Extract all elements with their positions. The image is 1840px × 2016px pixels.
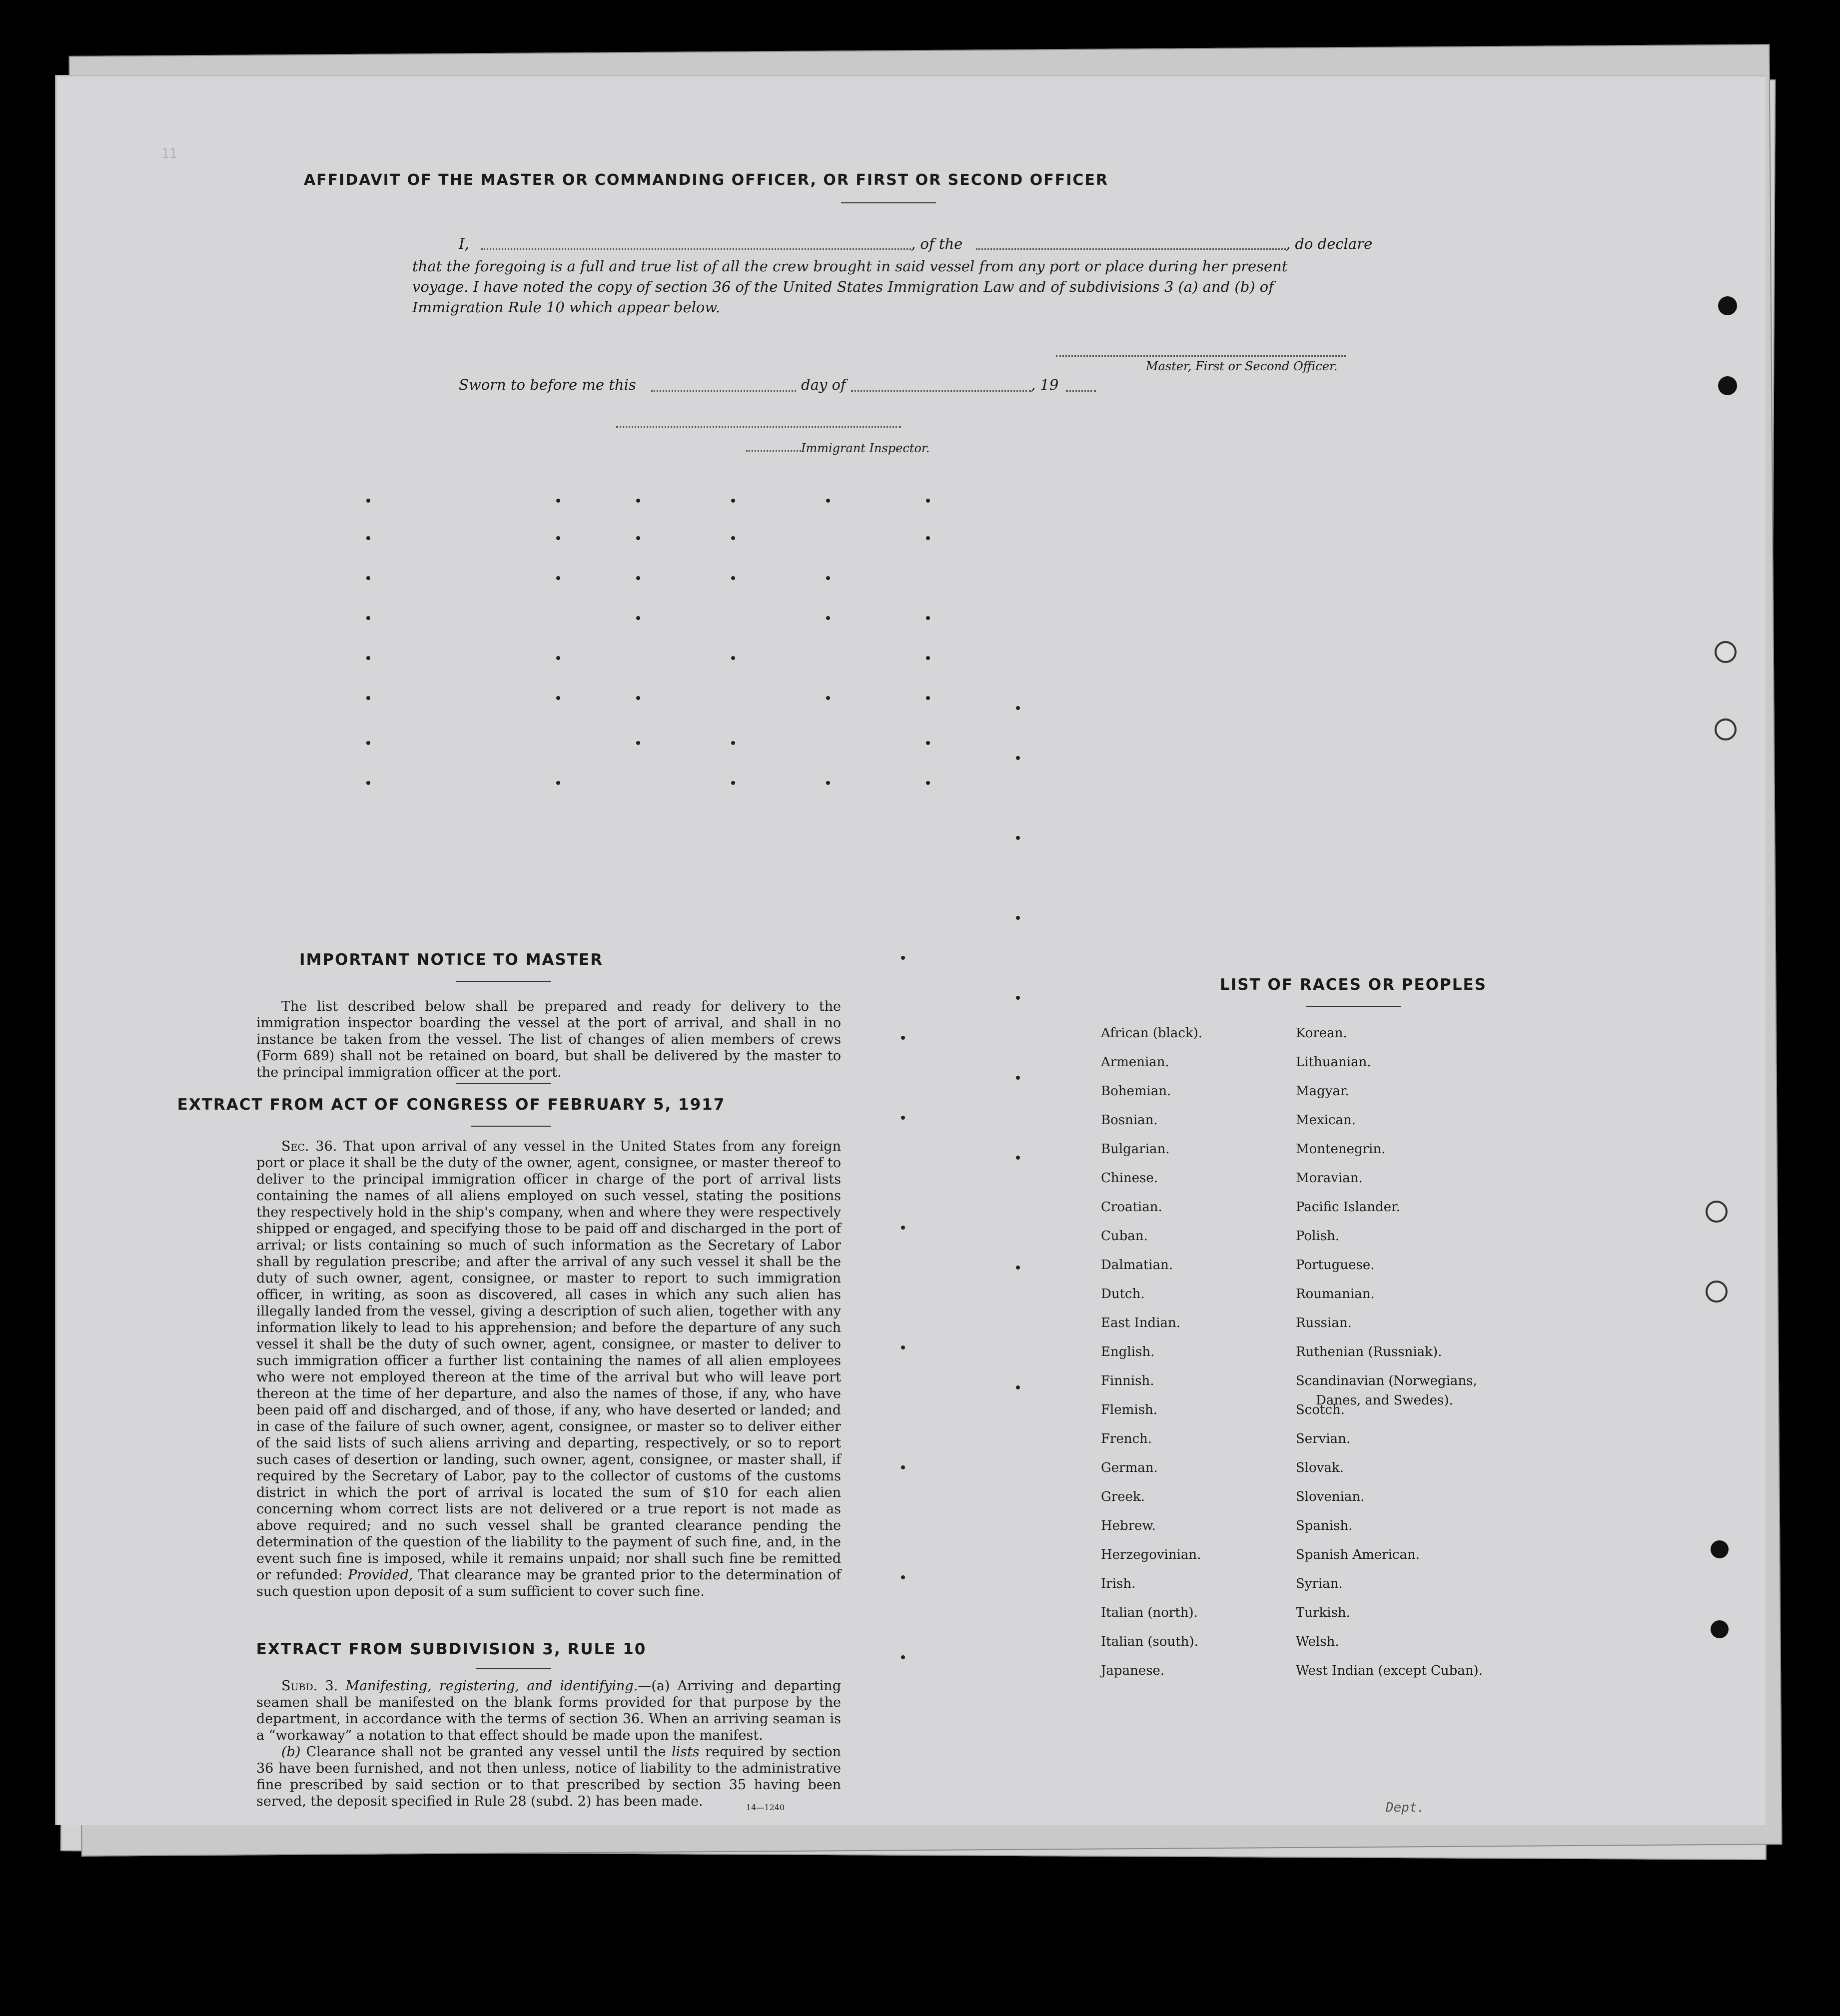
notice-underline	[456, 981, 551, 982]
race-item: Slovak.	[1296, 1460, 1344, 1475]
race-item: Servian.	[1296, 1431, 1351, 1446]
bleed-dot	[556, 696, 560, 700]
bleed-dot	[926, 499, 930, 503]
race-item: English.	[1101, 1344, 1155, 1359]
race-item: Magyar.	[1296, 1084, 1349, 1099]
bleed-dot	[926, 616, 930, 620]
binder-hole	[1711, 1620, 1729, 1638]
race-item: Bohemian.	[1101, 1084, 1171, 1099]
race-item: Moravian.	[1296, 1171, 1363, 1186]
rule-subd-label: Subd. 3.	[281, 1678, 338, 1694]
bleed-dot	[826, 499, 830, 503]
sworn-text: Sworn to before me this	[459, 376, 636, 393]
bleed-dot	[901, 1575, 905, 1579]
race-item: Scotch.	[1296, 1402, 1345, 1417]
race-item: Lithuanian.	[1296, 1055, 1371, 1070]
bleed-dot	[636, 616, 640, 620]
bleed-dot	[901, 1345, 905, 1349]
races-title: LIST OF RACES OR PEOPLES	[1219, 976, 1487, 994]
rule-subd-italic: Manifesting, registering, and identifying.	[338, 1678, 638, 1694]
bleed-dot	[1016, 706, 1020, 710]
title-underline	[841, 202, 936, 203]
bleed-dot	[901, 1655, 905, 1659]
bleed-dot	[556, 781, 560, 785]
document-page	[55, 75, 1766, 1825]
bleed-dot	[826, 696, 830, 700]
race-item: Korean.	[1296, 1026, 1347, 1041]
bleed-dot	[366, 656, 370, 660]
bleed-dot	[636, 696, 640, 700]
bleed-dot	[1016, 916, 1020, 920]
race-item: Portuguese.	[1296, 1258, 1375, 1273]
bleed-dot	[901, 1465, 905, 1469]
act-text-a: That upon arrival of any vessel in the United States from any foreign port or place it shall be the duty of the owner, agent, consignee, or master thereof to deliver to the principal immigration officer in charge of the port of arrival lists containing the names of all aliens employed on such vessel, stating the positions they respectively hold in the ship's company, when and where they were respectively shipped or engaged, and specifying those to be paid off and discharged in the port of arrival; or lists containing so much of such information as the Secretary of Labor shall by regulation prescribe; and after the arrival of any such vessel it shall be the duty of such owner, agent, consignee, or master to report to such immigration officer, in writing, as soon as discovered, all cases in which any such alien has illegally landed from the vessel, giving a description of such alien, together with any information likely to lead to his apprehension; and before the departure of any such vessel it shall be the duty of such owner, agent, consignee, or master to deliver to such immigration officer a further list containing the names of all alien employees who were not employed thereon at the time of the arrival but who will leave port thereon at the time of her departure, and also the names of those, if any, who have been paid off and discharged, and of those, if any, who have deserted or landed; and in case of the failure of such owner, agent, consignee, or master so to deliver either of the said lists of such aliens arriving and departing, respectively, or so to report such cases of desertion or landing, such owner, agent, consignee, or master shall, if required by the Secretary of Labor, pay to the collector of customs of the customs district in which the port of arrival is located the sum of $10 for each alien concerning whom correct lists are not delivered or a true report is not made as above required; and no such vessel shall be granted clearance pending the determination of the question of the liability to the payment of such fine, and, in the event such fine is imposed, while it remains unpaid; nor shall such fine be remitted or refunded:	[256, 1139, 841, 1583]
notice-title: IMPORTANT NOTICE TO MASTER	[299, 951, 603, 969]
inspector-lead-blank	[746, 450, 801, 452]
rule-para-b-1: Clearance shall not be granted any vessel until the	[300, 1744, 672, 1760]
affidavit-line-4: Immigration Rule 10 which appear below.	[412, 299, 720, 316]
bleed-dot	[636, 499, 640, 503]
bleed-dot	[901, 956, 905, 960]
binder-hole	[1715, 718, 1737, 740]
affidavit-title: AFFIDAVIT OF THE MASTER OR COMMANDING OFFICER, OR FIRST OR SECOND OFFICER	[303, 171, 1109, 189]
act-text	[256, 1138, 841, 1600]
handwritten-note: Dept.	[1386, 1800, 1425, 1815]
bleed-dot	[1016, 1266, 1020, 1270]
bleed-dot	[926, 741, 930, 745]
bleed-dot	[1016, 996, 1020, 1000]
bleed-dot	[731, 576, 735, 580]
bleed-dot	[731, 781, 735, 785]
race-item: Scandinavian (Norwegians,	[1296, 1373, 1477, 1388]
day-blank[interactable]	[651, 390, 796, 392]
bleed-dot	[366, 499, 370, 503]
race-item: Italian (south).	[1101, 1634, 1198, 1649]
vessel-blank[interactable]	[976, 248, 1286, 250]
race-item: Japanese.	[1101, 1663, 1165, 1678]
bleed-dot	[731, 536, 735, 540]
bleed-dot	[1016, 1385, 1020, 1389]
binder-hole	[1715, 641, 1737, 663]
rule-para-b-lists: lists	[671, 1744, 700, 1760]
act-sec-label: Sec. 36.	[281, 1139, 337, 1154]
binder-hole	[1706, 1281, 1728, 1303]
day-of-text: day of	[801, 376, 846, 393]
bleed-dot	[556, 499, 560, 503]
race-item: Croatian.	[1101, 1200, 1162, 1215]
race-item: Pacific Islander.	[1296, 1200, 1400, 1215]
race-item: Chinese.	[1101, 1171, 1158, 1186]
bleed-dot	[731, 741, 735, 745]
bleed-dot	[731, 499, 735, 503]
form-number: 14—1240	[746, 1803, 785, 1812]
binder-hole	[1706, 1201, 1728, 1223]
race-item: Slovenian.	[1296, 1489, 1365, 1504]
year-prefix: , 19	[1031, 376, 1059, 393]
affidavit-line-2: that the foregoing is a full and true list of all the crew brought in said vessel from any port or place during her present	[412, 258, 1288, 275]
bleed-dot	[826, 781, 830, 785]
bleed-dot	[636, 576, 640, 580]
bleed-dot	[926, 656, 930, 660]
race-item: Bulgarian.	[1101, 1142, 1170, 1157]
month-blank[interactable]	[851, 390, 1031, 392]
bleed-dot	[901, 1226, 905, 1230]
act-underline	[471, 1126, 551, 1127]
inspector-blank[interactable]	[616, 426, 901, 428]
race-scandinavian-cont: Danes, and Swedes).	[1316, 1393, 1453, 1408]
race-item: Flemish.	[1101, 1402, 1158, 1417]
affidavit-line-3: voyage. I have noted the copy of section 36 of the United States Immigration Law and of subdivisions 3 (a) and (b) of	[412, 278, 1274, 295]
race-item: Dalmatian.	[1101, 1258, 1173, 1273]
race-item: German.	[1101, 1460, 1158, 1475]
bleed-dot	[636, 741, 640, 745]
bleed-dot	[926, 536, 930, 540]
bleed-dot	[366, 576, 370, 580]
act-title: EXTRACT FROM ACT OF CONGRESS OF FEBRUARY 5, 1917	[177, 1096, 726, 1114]
race-item: Russian.	[1296, 1316, 1352, 1331]
race-item: Herzegovinian.	[1101, 1547, 1201, 1562]
bleed-dot	[556, 576, 560, 580]
bleed-dot	[366, 741, 370, 745]
bleed-dot	[1016, 1156, 1020, 1160]
notice-divider	[456, 1083, 551, 1084]
race-item: West Indian (except Cuban).	[1296, 1663, 1483, 1678]
race-item: East Indian.	[1101, 1316, 1181, 1331]
rule-underline	[476, 1668, 551, 1669]
year-blank[interactable]	[1066, 390, 1096, 392]
rule-para-b-label: (b)	[281, 1744, 301, 1760]
race-item: Syrian.	[1296, 1576, 1343, 1591]
binder-hole	[1711, 1540, 1729, 1558]
race-item: Roumanian.	[1296, 1287, 1375, 1302]
bleed-dot	[1016, 836, 1020, 840]
bleed-dot	[366, 696, 370, 700]
race-item: French.	[1101, 1431, 1152, 1446]
race-item: Italian (north).	[1101, 1605, 1198, 1620]
race-item: Bosnian.	[1101, 1113, 1158, 1128]
race-item: African (black).	[1101, 1026, 1203, 1041]
rule-para-a-text: —(a) Arriving and departing seamen shall be manifested on the blank forms provided for that purpose by the department, in accordance with the terms of section 36. When an arriving seaman is a “workaway” a notation to that effect should be made upon the manifest.	[256, 1678, 841, 1743]
race-item: Finnish.	[1101, 1373, 1154, 1388]
race-item: Montenegrin.	[1296, 1142, 1386, 1157]
act-provided: Provided,	[348, 1567, 413, 1583]
signature-blank[interactable]	[1056, 355, 1346, 357]
signature-label: Master, First or Second Officer.	[1146, 359, 1338, 373]
bleed-dot	[901, 1036, 905, 1040]
bleed-dot	[366, 616, 370, 620]
bleed-dot	[556, 536, 560, 540]
binder-hole	[1718, 296, 1737, 315]
bleed-dot	[901, 1116, 905, 1120]
race-item: Irish.	[1101, 1576, 1136, 1591]
bleed-dot	[1016, 1076, 1020, 1080]
race-item: Dutch.	[1101, 1287, 1145, 1302]
rule-para-a	[256, 1678, 841, 1744]
rule-title: EXTRACT FROM SUBDIVISION 3, RULE 10	[256, 1640, 647, 1658]
bleed-dot	[826, 576, 830, 580]
affidavit-i: I,	[459, 235, 469, 252]
race-item: Turkish.	[1296, 1605, 1350, 1620]
notice-text: The list described below shall be prepared and ready for delivery to the immigration inspector boarding the vessel at the port of arrival, and shall in no instance be taken from the vessel. The list of changes of alien members of crews (Form 689) shall not be retained on board, but shall be delivered by the master to the principal immigration officer at the port.	[256, 999, 841, 1080]
affidavit-declare: , do declare	[1286, 235, 1373, 252]
rule-para-b	[256, 1744, 841, 1810]
bleed-dot	[731, 656, 735, 660]
act-text-b: That clearance may be granted prior to the determination of such question upon deposit of a sum sufficient to cover such fine.	[256, 1567, 841, 1599]
race-item: Ruthenian (Russniak).	[1296, 1344, 1442, 1359]
bleed-dot	[926, 781, 930, 785]
race-item: Spanish.	[1296, 1518, 1353, 1533]
bleed-dot	[636, 536, 640, 540]
affidavit-body	[412, 256, 1432, 318]
name-blank[interactable]	[481, 248, 911, 250]
bleed-dot	[366, 536, 370, 540]
race-item: Mexican.	[1296, 1113, 1356, 1128]
rule-para-b-2: required by section 36 have been furnished, and not then unless, notice of liability to the administrative fine prescribed by said section or to that prescribed by section 35 having been served, the deposit specified in Rule 28 (subd. 2) has been made.	[256, 1744, 842, 1809]
bleed-dot	[556, 656, 560, 660]
race-item: Armenian.	[1101, 1055, 1169, 1070]
race-item: Polish.	[1296, 1229, 1340, 1244]
inspector-label: Immigrant Inspector.	[801, 441, 930, 455]
bleed-dot	[1016, 756, 1020, 760]
bleed-dot	[826, 616, 830, 620]
races-underline	[1306, 1006, 1401, 1007]
bleed-through-margin-number: 11	[161, 146, 177, 161]
binder-hole	[1718, 376, 1737, 395]
race-item: Spanish American.	[1296, 1547, 1420, 1562]
affidavit-of-the: , of the	[911, 235, 963, 252]
race-item: Welsh.	[1296, 1634, 1339, 1649]
bleed-dot	[926, 696, 930, 700]
race-item: Hebrew.	[1101, 1518, 1156, 1533]
bleed-dot	[366, 781, 370, 785]
race-item: Cuban.	[1101, 1229, 1148, 1244]
race-item: Greek.	[1101, 1489, 1145, 1504]
